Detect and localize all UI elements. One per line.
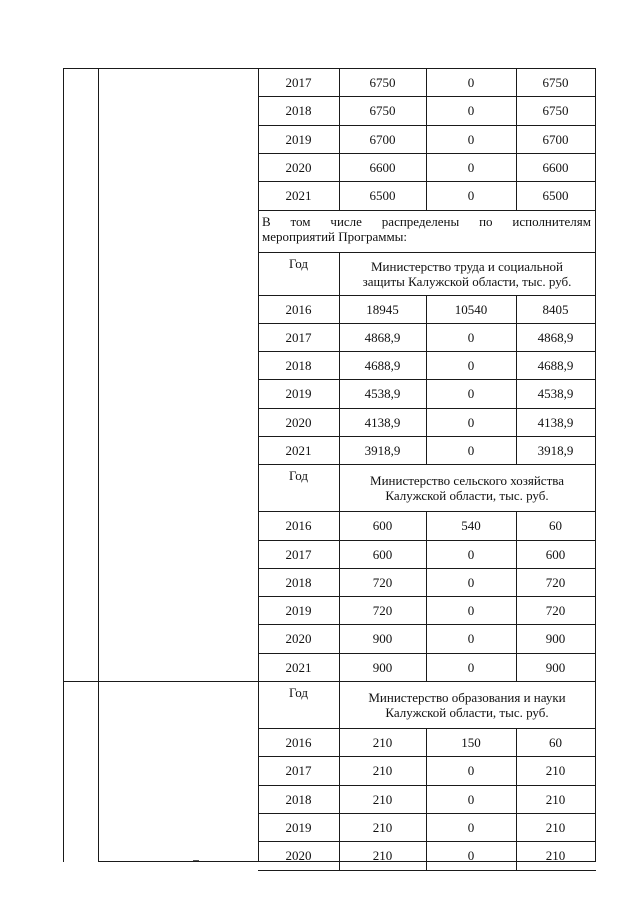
table-column-rule	[516, 785, 517, 814]
table-column-rule	[339, 568, 340, 597]
table-column-rule	[516, 511, 517, 540]
table-column-rule	[426, 728, 427, 757]
year-header-cell: Год	[288, 684, 309, 700]
table-column-rule	[339, 153, 340, 182]
total-amount-cell: 600	[372, 546, 393, 562]
note-line-1: В том числе распределены по исполнителям	[262, 213, 591, 229]
table-column-rule	[516, 596, 517, 625]
table-column-rule	[339, 408, 340, 437]
distribution-note	[262, 214, 591, 244]
table-column-rule	[339, 841, 340, 870]
table-column-rule	[426, 540, 427, 569]
year-cell: 2019	[285, 131, 312, 147]
table-column-rule	[516, 728, 517, 757]
year-cell: 2018	[285, 574, 312, 590]
table-column-rule	[516, 96, 517, 125]
year-cell: 2019	[285, 602, 312, 618]
table-column-rule	[516, 351, 517, 380]
table-column-rule	[339, 351, 340, 380]
total-amount-cell: 18945	[366, 301, 399, 317]
total-amount-cell: 720	[372, 602, 393, 618]
table-column-rule	[426, 295, 427, 324]
regional-amount-cell: 4688,9	[537, 357, 574, 373]
total-amount-cell: 600	[372, 517, 393, 533]
table-column-rule	[339, 96, 340, 125]
federal-amount-cell: 150	[461, 734, 481, 750]
total-amount-cell: 6600	[369, 159, 396, 175]
federal-amount-cell: 0	[467, 102, 475, 118]
table-column-rule	[516, 841, 517, 870]
table-column-rule	[339, 379, 340, 408]
table-column-rule	[426, 96, 427, 125]
total-amount-cell: 720	[372, 574, 393, 590]
table-column-rule	[426, 568, 427, 597]
table-column-rule	[595, 68, 596, 862]
table-column-rule	[426, 841, 427, 870]
table-column-rule	[339, 756, 340, 785]
total-amount-cell: 4138,9	[364, 414, 401, 430]
table-column-rule	[339, 68, 340, 97]
table-column-rule	[339, 596, 340, 625]
federal-amount-cell: 0	[467, 414, 475, 430]
table-column-rule	[516, 624, 517, 653]
year-cell: 2021	[285, 442, 312, 458]
table-column-rule	[339, 653, 340, 682]
federal-amount-cell: 0	[467, 630, 475, 646]
table-column-rule	[426, 511, 427, 540]
table-column-rule	[516, 436, 517, 465]
table-column-rule	[516, 68, 517, 97]
total-amount-cell: 900	[372, 659, 393, 675]
regional-amount-cell: 4868,9	[537, 329, 574, 345]
table-column-rule	[339, 436, 340, 465]
year-cell: 2018	[285, 357, 312, 373]
ministry-title-cell	[339, 252, 595, 295]
federal-amount-cell: 0	[467, 602, 475, 618]
federal-amount-cell: 0	[467, 357, 475, 373]
table-column-rule	[63, 68, 64, 862]
year-cell: 2019	[285, 819, 312, 835]
regional-amount-cell: 210	[545, 762, 566, 778]
table-column-rule	[426, 351, 427, 380]
year-cell: 2017	[285, 762, 312, 778]
table-column-rule	[516, 408, 517, 437]
ministry-title-line: Министерство сельского хозяйства	[370, 472, 564, 488]
year-cell: 2016	[285, 734, 312, 750]
year-cell: 2017	[285, 329, 312, 345]
ministry-title-line: защиты Калужской области, тыс. руб.	[362, 273, 572, 289]
table-column-rule	[98, 68, 99, 862]
total-amount-cell: 6700	[369, 131, 396, 147]
table-column-rule	[426, 653, 427, 682]
total-amount-cell: 210	[372, 791, 393, 807]
total-amount-cell: 4538,9	[364, 385, 401, 401]
year-cell: 2018	[285, 791, 312, 807]
table-column-rule	[339, 785, 340, 814]
table-column-rule	[516, 323, 517, 352]
total-amount-cell: 210	[372, 847, 393, 863]
ministry-title-line: Калужской области, тыс. руб.	[385, 704, 549, 720]
regional-amount-cell: 6750	[542, 74, 569, 90]
table-column-rule	[339, 728, 340, 757]
table-column-rule	[339, 252, 340, 296]
table-column-rule	[426, 756, 427, 785]
year-cell: 2021	[285, 659, 312, 675]
table-column-rule	[426, 624, 427, 653]
regional-amount-cell: 6750	[542, 102, 569, 118]
table-column-rule	[339, 125, 340, 154]
year-cell: 2016	[285, 517, 312, 533]
regional-amount-cell: 600	[545, 546, 566, 562]
table-column-rule	[339, 813, 340, 842]
total-amount-cell: 4688,9	[364, 357, 401, 373]
table-column-rule	[339, 681, 340, 729]
scan-mark	[193, 860, 199, 861]
year-cell: 2018	[285, 102, 312, 118]
year-cell: 2020	[285, 847, 312, 863]
federal-amount-cell: 0	[467, 385, 475, 401]
total-amount-cell: 4868,9	[364, 329, 401, 345]
federal-amount-cell: 0	[467, 762, 475, 778]
table-column-rule	[339, 624, 340, 653]
federal-amount-cell: 0	[467, 442, 475, 458]
federal-amount-cell: 0	[467, 131, 475, 147]
table-column-rule	[516, 379, 517, 408]
year-cell: 2017	[285, 74, 312, 90]
table-column-rule	[516, 295, 517, 324]
table-column-rule	[516, 125, 517, 154]
regional-amount-cell: 6700	[542, 131, 569, 147]
year-cell: 2017	[285, 546, 312, 562]
table-column-rule	[426, 68, 427, 97]
regional-amount-cell: 6600	[542, 159, 569, 175]
regional-amount-cell: 210	[545, 791, 566, 807]
table-column-rule	[426, 408, 427, 437]
regional-amount-cell: 3918,9	[537, 442, 574, 458]
federal-amount-cell: 0	[467, 659, 475, 675]
table-column-rule	[516, 813, 517, 842]
federal-amount-cell: 0	[467, 791, 475, 807]
table-column-rule	[339, 295, 340, 324]
year-cell: 2019	[285, 385, 312, 401]
regional-amount-cell: 210	[545, 819, 566, 835]
total-amount-cell: 6750	[369, 102, 396, 118]
year-header-cell: Год	[288, 467, 309, 483]
table-column-rule	[516, 153, 517, 182]
federal-amount-cell: 0	[467, 574, 475, 590]
table-column-rule	[516, 756, 517, 785]
regional-amount-cell: 8405	[542, 301, 569, 317]
table-column-rule	[339, 511, 340, 540]
table-column-rule	[339, 540, 340, 569]
table-row-rule	[258, 210, 596, 211]
table-row-rule	[258, 870, 596, 871]
year-cell: 2020	[285, 159, 312, 175]
table-column-rule	[516, 181, 517, 210]
regional-amount-cell: 900	[545, 659, 566, 675]
table-column-rule	[426, 813, 427, 842]
federal-amount-cell: 540	[461, 517, 481, 533]
table-column-rule	[339, 323, 340, 352]
regional-amount-cell: 60	[549, 517, 562, 533]
total-amount-cell: 210	[372, 734, 393, 750]
year-cell: 2020	[285, 630, 312, 646]
table-column-rule	[426, 596, 427, 625]
table-column-rule	[339, 181, 340, 210]
total-amount-cell: 210	[372, 819, 393, 835]
federal-amount-cell: 0	[467, 159, 475, 175]
total-amount-cell: 3918,9	[364, 442, 401, 458]
table-column-rule	[516, 540, 517, 569]
total-amount-cell: 6750	[369, 74, 396, 90]
ministry-title-line: Министерство труда и социальной	[371, 258, 563, 274]
table-column-rule	[339, 464, 340, 512]
federal-amount-cell: 10540	[454, 301, 488, 317]
note-line-2: мероприятий Программы:	[262, 228, 408, 244]
federal-amount-cell: 0	[467, 187, 475, 203]
year-cell: 2016	[285, 301, 312, 317]
year-cell: 2020	[285, 414, 312, 430]
table-column-rule	[516, 653, 517, 682]
ministry-title-cell	[339, 464, 595, 511]
table-column-rule	[426, 436, 427, 465]
total-amount-cell: 210	[372, 762, 393, 778]
regional-amount-cell: 6500	[542, 187, 569, 203]
total-amount-cell: 900	[372, 630, 393, 646]
regional-amount-cell: 4538,9	[537, 385, 574, 401]
year-cell: 2021	[285, 187, 312, 203]
table-column-rule	[426, 785, 427, 814]
year-header-cell: Год	[288, 255, 309, 271]
regional-amount-cell: 720	[545, 602, 566, 618]
federal-amount-cell: 0	[467, 847, 475, 863]
ministry-title-cell	[339, 681, 595, 728]
federal-amount-cell: 0	[467, 74, 475, 90]
table-column-rule	[426, 379, 427, 408]
ministry-title-line: Калужской области, тыс. руб.	[385, 487, 549, 503]
table-column-rule	[426, 181, 427, 210]
table-column-rule	[516, 568, 517, 597]
table-column-rule	[426, 125, 427, 154]
regional-amount-cell: 60	[549, 734, 562, 750]
federal-amount-cell: 0	[467, 329, 475, 345]
table-column-rule	[426, 323, 427, 352]
regional-amount-cell: 4138,9	[537, 414, 574, 430]
federal-amount-cell: 0	[467, 546, 475, 562]
ministry-title-line: Министерство образования и науки	[368, 689, 566, 705]
regional-amount-cell: 900	[545, 630, 566, 646]
table-column-rule	[426, 153, 427, 182]
federal-amount-cell: 0	[467, 819, 475, 835]
table-row-rule	[63, 681, 259, 682]
regional-amount-cell: 210	[545, 847, 566, 863]
regional-amount-cell: 720	[545, 574, 566, 590]
total-amount-cell: 6500	[369, 187, 396, 203]
